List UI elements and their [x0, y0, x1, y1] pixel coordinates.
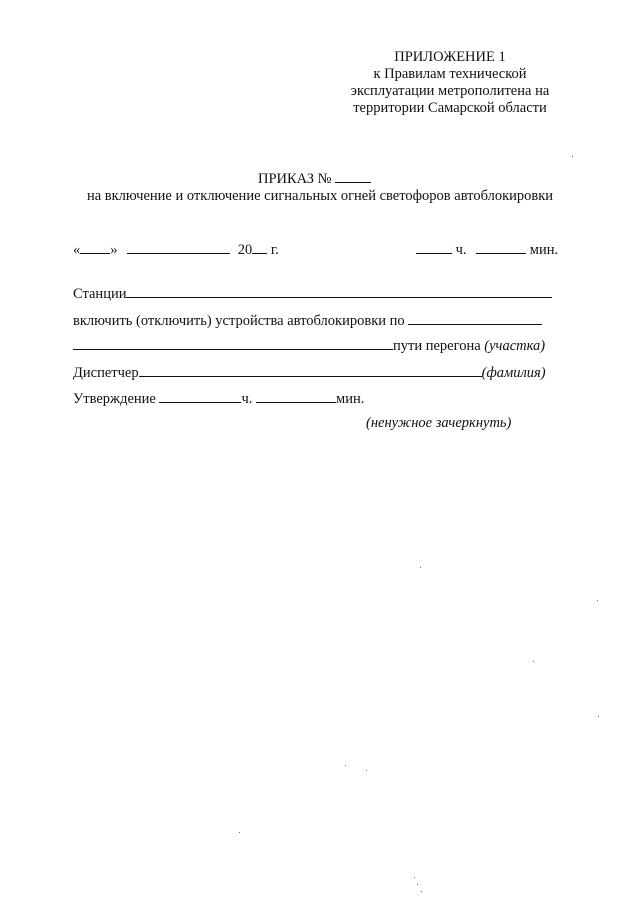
scan-speck [417, 884, 418, 885]
minutes-label: мин. [529, 242, 559, 258]
order-title [258, 170, 371, 188]
appendix-header [330, 49, 570, 117]
section-note: (участка) [484, 338, 546, 354]
scan-speck [345, 765, 346, 766]
year-field[interactable] [252, 241, 267, 254]
dispatcher-field[interactable] [139, 364, 482, 377]
station-field[interactable] [126, 285, 552, 298]
year-prefix: 20 [237, 242, 253, 258]
station-row [73, 285, 552, 303]
scan-speck [572, 156, 573, 157]
scan-speck [239, 832, 240, 833]
appendix-line-2: к Правилам технической [373, 66, 527, 82]
appendix-title: ПРИЛОЖЕНИЕ 1 [394, 49, 506, 65]
enable-text: включить (отключить) устройства автоблокировки по [73, 313, 405, 329]
appendix-line-4: территории Самарской области [353, 100, 547, 116]
hours-label: ч. [455, 242, 467, 258]
approval-minutes-field[interactable] [256, 390, 336, 403]
surname-note: (фамилия) [481, 365, 546, 381]
enable-row [73, 312, 542, 330]
path-text: пути перегона [393, 338, 481, 354]
order-label: ПРИКАЗ № [258, 171, 332, 187]
approval-row [73, 390, 364, 408]
strike-note: (ненужное зачеркнуть) [366, 415, 512, 431]
quote-open: « [73, 242, 81, 258]
approval-hours-field[interactable] [159, 390, 241, 403]
date-row [73, 241, 279, 259]
order-number-field[interactable] [335, 170, 371, 183]
scan-speck [414, 877, 415, 878]
year-suffix: г. [270, 242, 279, 258]
approval-label: Утверждение [73, 391, 156, 407]
scan-speck [366, 770, 367, 771]
approval-hours-label: ч. [241, 391, 253, 407]
dispatcher-label: Диспетчер [73, 365, 139, 381]
scan-speck [420, 567, 421, 568]
hours-field[interactable] [416, 241, 452, 254]
appendix-line-3: эксплуатации метрополитена на [350, 83, 550, 99]
scan-speck [533, 661, 534, 662]
station-label: Станции [73, 286, 127, 302]
month-field[interactable] [127, 241, 230, 254]
scan-speck [421, 891, 422, 892]
order-subtitle: на включение и отключение сигнальных огней светофоров автоблокировки [86, 188, 554, 204]
approval-minutes-label: мин. [336, 391, 365, 407]
enable-field[interactable] [408, 312, 542, 325]
quote-close: » [110, 242, 118, 258]
minutes-field[interactable] [476, 241, 526, 254]
dispatcher-row [73, 364, 546, 382]
day-field[interactable] [80, 241, 110, 254]
scan-speck [598, 716, 599, 717]
path-field[interactable] [73, 337, 393, 350]
scan-speck [597, 600, 598, 601]
time-row [416, 241, 558, 259]
path-row [73, 337, 545, 355]
